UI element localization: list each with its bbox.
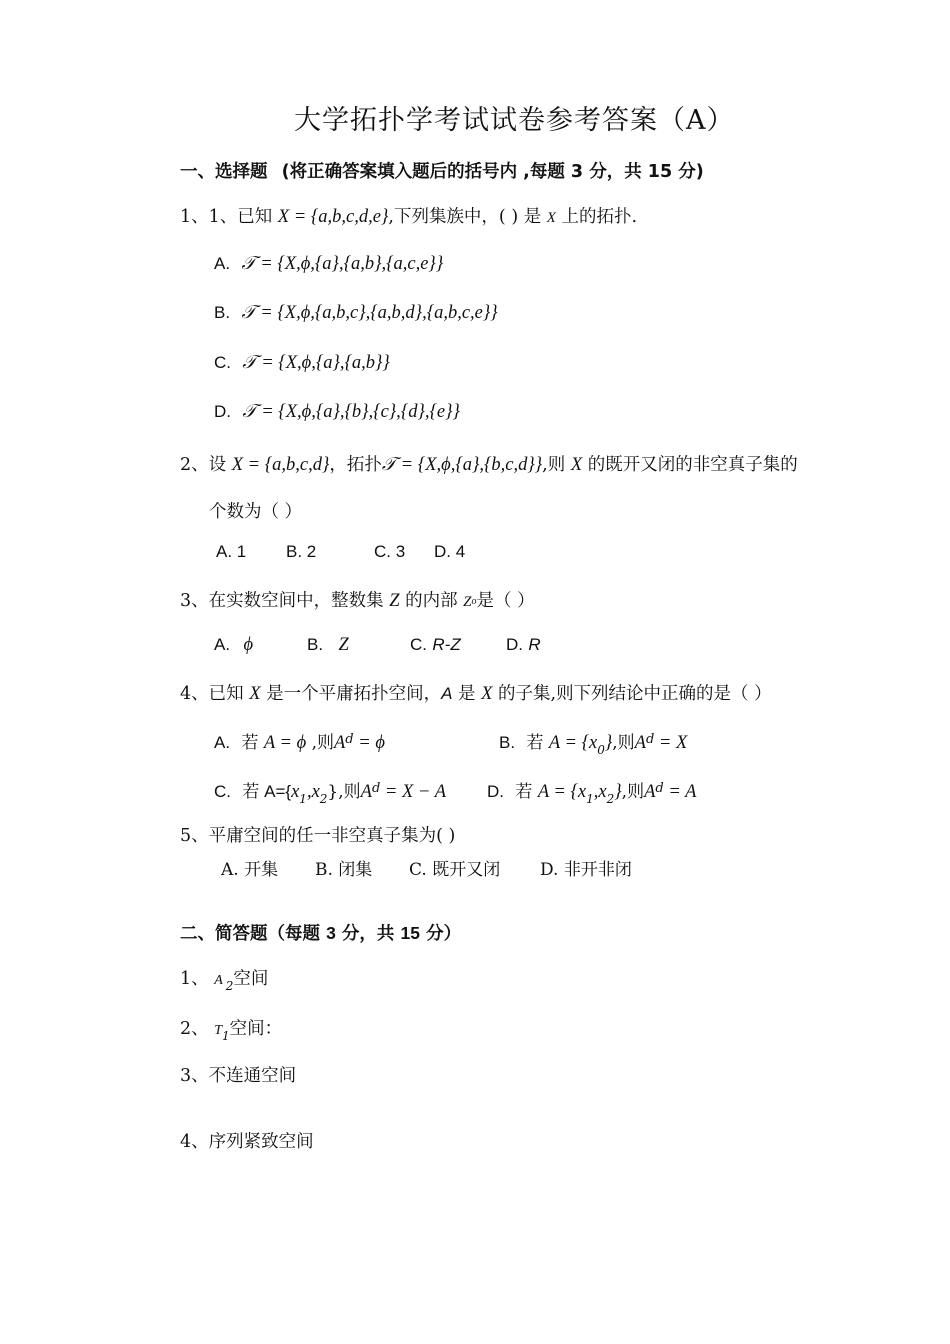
q4-option-d-then: ,则 [621,782,645,802]
q5-option-d: D. 非开非闭 [540,860,632,880]
q4-option-b [499,728,687,757]
q4-mid1: 是一个平庸拓扑空间， [266,684,442,704]
q4-option-b-then: ,则 [612,733,635,753]
question-2-stem [180,451,798,476]
q3-prefix: 3、在实数空间中，整数集 [180,591,384,611]
q4-var-x-2: X [481,684,493,704]
question-4-stem [180,680,772,705]
q1-option-c [214,352,390,374]
q4-option-a-label: A. [214,733,231,752]
q2-option-b: B. 2 [286,542,317,561]
q5-option-c: C. 既开又闭 [409,860,501,880]
short-item-1-symbol: A [214,973,223,988]
q4-option-b-close: } [604,733,613,753]
q2-option-c: C. 3 [374,542,406,561]
section-2-points: 3 [326,923,336,943]
q4-option-d-text: 若 [515,782,533,802]
short-item-4-text: 序列紧致空间 [208,1132,314,1152]
q4-option-c-result: = X − A [380,782,447,802]
short-item-1-number: 1、 [180,969,209,989]
q3-option-b [307,635,349,656]
q4-option-b-sub: 0 [597,743,605,757]
q4-option-d-sup: d [655,781,664,796]
short-item-2-subscript: 1 [222,1029,230,1043]
short-item-1 [180,965,268,993]
q1-option-c-math: 𝒯 = {X,ϕ,{a},{a,b}} [242,353,390,373]
q4-option-b-result: = X [654,733,688,753]
short-item-1-subscript: 2 [225,979,234,993]
q4-option-c-text: 若 A={ [242,782,292,801]
q4-option-d-comma: , [593,782,599,802]
short-item-1-text: 空间 [233,969,269,989]
short-item-4 [180,1128,314,1153]
q4-option-a-then: ,则 [311,733,334,753]
q1-option-b-math: 𝒯 = {X,ϕ,{a,b,c},{a,b,d},{a,b,c,e}} [241,303,498,323]
short-item-2-number: 2、 [180,1019,209,1039]
q3-option-d-label: D. [506,635,523,654]
q4-option-d-x1: x [577,782,587,802]
q3-option-c-value: R-Z [432,635,461,654]
q3-option-a-value: ϕ [243,635,254,655]
q4-option-c-comma: , [306,782,312,802]
q4-option-a-condition: A = ϕ [263,733,307,753]
q3-option-b-label: B. [307,635,324,654]
q2-set-definition: X = {a,b,c,d} [231,455,330,475]
short-item-3 [180,1062,296,1087]
q2-mid: ，拓扑 [329,455,382,475]
q4-option-d-base: A [644,782,656,802]
q3-option-d-value: R [528,635,541,654]
q1-option-d-math: 𝒯 = {X,ϕ,{a},{b},{c},{d},{e}} [242,402,460,422]
section-1-note: (将正确答案填入题后的括号内 ,每题 3 分，共 15 分) [281,162,704,182]
q4-option-d [487,777,696,806]
q4-option-b-label: B. [499,733,516,752]
section-2-total: 15 [400,923,420,943]
section-2-mid: 分，共 [341,924,395,944]
q4-option-d-result: = A [663,782,697,802]
q1-set-definition: X = {a,b,c,d,e} [277,207,389,227]
q1-option-d [214,401,460,423]
question-5-stem: 5、平庸空间的任一非空真子集为( ) [180,826,456,846]
section-1-heading [180,158,704,183]
question-3-stem [180,587,535,612]
q4-option-a-result: = ϕ [353,733,385,753]
q4-option-c-sub2: 2 [319,792,328,806]
q3-option-b-value: Z [338,635,349,655]
q4-option-c-x2: x [311,782,320,802]
short-item-2 [180,1015,282,1043]
q4-option-d-sub2: 2 [606,792,615,806]
q4-var-x: X [249,684,261,704]
q1-option-b-label: B. [214,303,231,322]
short-item-3-text: 不连通空间 [208,1066,297,1086]
q3-set: Z [389,591,400,611]
q4-option-d-close: } [614,782,622,802]
q4-option-b-base: A [634,733,646,753]
short-item-3-number: 3、 [180,1066,209,1086]
q3-option-d [506,635,541,655]
q2-suffix1: ,则 [542,455,566,475]
q4-var-a: A [441,684,453,703]
page-title: 大学拓扑学考试试卷参考答案（A） [294,105,735,136]
q2-topology: 𝒯 = {X,ϕ,{a},{b,c,d}} [381,455,543,475]
q1-suffix: ,下列集族中，( ) 是 [388,207,542,227]
q4-option-c-base: A [360,782,372,802]
q1-option-a-math: 𝒯 = {X,ϕ,{a},{a,b},{a,c,e}} [241,254,444,274]
question-1-stem [180,203,637,228]
q4-option-a-sup: d [345,732,354,747]
q4-option-a [214,728,385,754]
q4-option-d-x2: x [598,782,607,802]
q5-option-a: A. 开集 [221,860,279,880]
q1-option-b [214,302,498,324]
q1-option-a [214,253,443,275]
q2-prefix: 2、设 [180,455,227,475]
q3-interior: Z [463,594,472,610]
q4-option-a-text: 若 [241,733,259,753]
q4-option-c [214,777,446,806]
q3-option-c [410,635,461,655]
q4-option-c-sup: d [371,781,381,796]
q4-option-d-sub1: 1 [586,792,594,806]
q1-option-c-label: C. [214,353,231,372]
q4-option-b-cond: A = {x [548,733,598,753]
q4-option-b-sup: d [645,732,655,747]
q3-option-c-label: C. [410,635,427,654]
q1-prefix: 1、1、已知 [180,207,273,227]
q3-mid: 的内部 [405,591,458,611]
q3-suffix: 是（ ） [476,591,535,611]
q4-prefix: 4、已知 [180,684,244,704]
q3-option-a-label: A. [214,635,231,654]
section-1-title: 一、选择题 [180,162,268,182]
q2-suffix2: 的既开又闭的非空真子集的 [587,455,798,475]
q5-option-b: B. 闭集 [315,860,373,880]
q2-line-2: 个数为（ ） [209,502,303,522]
q3-interior-mark: o [471,596,477,607]
short-item-2-symbol: T [214,1023,223,1038]
q1-option-a-label: A. [214,254,231,273]
q4-option-c-then: },则 [327,782,361,802]
q3-option-a [214,635,253,656]
q4-option-d-label: D. [487,782,504,801]
section-2-tail: 分） [426,924,462,944]
q2-option-d: D. 4 [434,542,466,561]
q2-option-a: A. 1 [216,542,247,561]
section-2-title: 二、简答题（每题 [180,924,320,944]
q4-mid3: 的子集,则下列结论中正确的是（ ） [498,684,772,704]
q1-var: X [546,210,556,226]
section-2-heading [180,920,461,945]
short-item-2-text: 空间： [229,1019,283,1039]
q1-option-d-label: D. [214,402,231,421]
q4-option-a-base: A [333,733,346,753]
q4-option-d-cond: A = { [537,782,578,802]
q4-mid2: 是 [458,684,476,704]
q4-option-c-label: C. [214,782,231,801]
q2-var: X [570,455,583,475]
q1-end: 上的拓扑. [561,207,638,227]
q4-option-b-text: 若 [526,733,544,753]
q4-option-c-sub1: 1 [299,792,307,806]
q4-option-c-x1: x [291,782,300,802]
short-item-4-number: 4、 [180,1132,209,1152]
